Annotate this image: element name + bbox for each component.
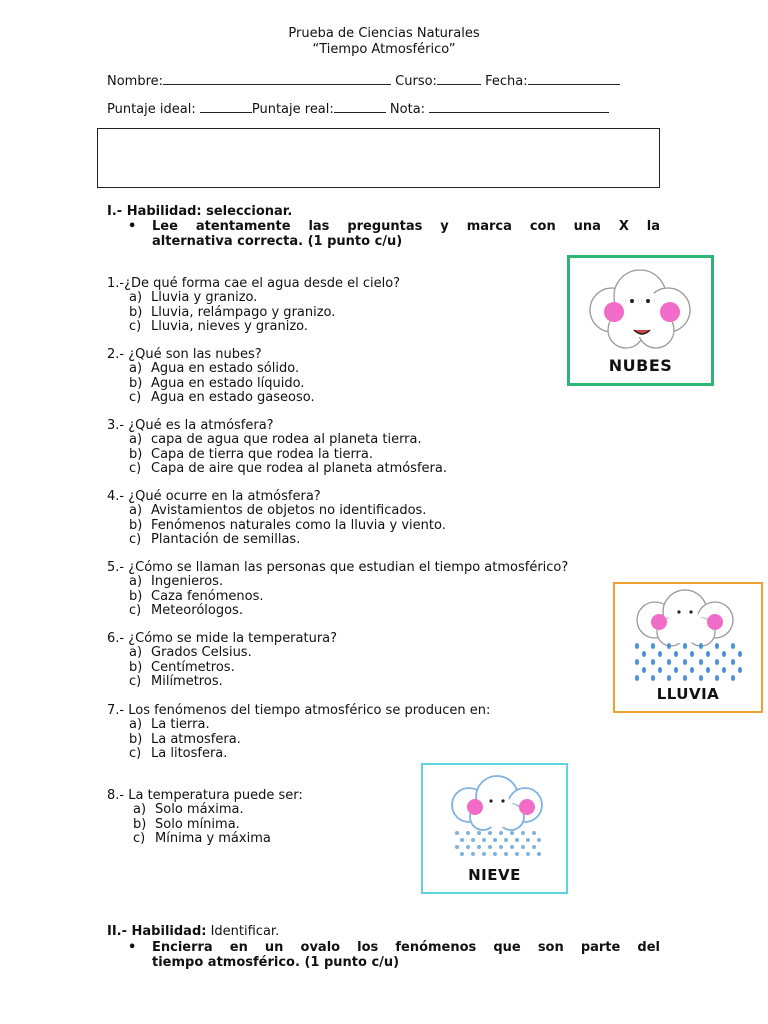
- rain-drop: [706, 651, 710, 657]
- nota-field[interactable]: [429, 100, 609, 113]
- option-c[interactable]: c) Capa de aire que rodea al planeta atmósfera.: [129, 461, 447, 477]
- nubes-cheek-right: [660, 302, 680, 322]
- page-title: Prueba de Ciencias Naturales: [288, 26, 480, 41]
- lluvia-cheek-left: [651, 614, 667, 630]
- snow-flake: [532, 831, 536, 835]
- option-a[interactable]: a) Ingenieros.: [129, 574, 224, 590]
- snow-flake: [455, 845, 459, 849]
- lluvia-card: [613, 582, 763, 713]
- rain-drop: [731, 659, 735, 665]
- question-1: [107, 277, 400, 335]
- snow-flake: [499, 831, 503, 835]
- snow-flake: [532, 845, 536, 849]
- section1-title: I.- Habilidad: seleccionar.: [107, 204, 293, 219]
- snow-flake: [493, 838, 497, 842]
- nubes-card: [567, 255, 714, 386]
- form-row-1: [107, 72, 620, 89]
- snow-flake: [488, 845, 492, 849]
- snow-flake: [526, 852, 530, 856]
- fecha-field[interactable]: [528, 72, 620, 85]
- snow-flake: [466, 845, 470, 849]
- rain-drop: [683, 675, 687, 681]
- rain-drop: [706, 667, 710, 673]
- puntaje-ideal-field[interactable]: [200, 100, 252, 113]
- rain-drop: [642, 667, 646, 673]
- snow-flake: [471, 838, 475, 842]
- rain-cloud-icon: [615, 584, 761, 684]
- snow-flake: [521, 831, 525, 835]
- section2-instruction-2: tiempo atmosférico. (1 punto c/u): [152, 955, 400, 970]
- question-4: [107, 490, 446, 548]
- option-a[interactable]: a) Lluvia y granizo.: [129, 290, 258, 306]
- question-3: [107, 419, 447, 477]
- form-row-2: [107, 100, 609, 117]
- section1-bullet: •: [128, 219, 137, 234]
- option-b[interactable]: b) Solo mínima.: [133, 816, 240, 832]
- question-7: [107, 704, 490, 762]
- option-b[interactable]: b) Fenómenos naturales como la lluvia y viento.: [129, 517, 446, 533]
- snow-flake: [455, 831, 459, 835]
- section1-instruction-1: Lee atentamente las preguntas y marca con una X la: [152, 219, 660, 234]
- section2-bullet: •: [128, 940, 137, 955]
- curso-label: Curso:: [395, 74, 437, 89]
- rain-drop: [658, 667, 662, 673]
- snow-flake: [482, 852, 486, 856]
- rain-drop: [635, 675, 639, 681]
- smiling-cloud-icon: [570, 258, 711, 358]
- snow-flake: [477, 845, 481, 849]
- nieve-label: NIEVE: [468, 866, 521, 884]
- question-text: 3.- ¿Qué es la atmósfera?: [107, 418, 274, 433]
- lluvia-cheek-right: [707, 614, 723, 630]
- option-c[interactable]: c) La litosfera.: [129, 746, 228, 762]
- option-b[interactable]: b) La atmosfera.: [129, 731, 241, 747]
- puntaje-real-label: Puntaje real:: [251, 102, 334, 117]
- rain-drop: [642, 651, 646, 657]
- snow-flake: [493, 852, 497, 856]
- option-c[interactable]: c) Lluvia, nieves y granizo.: [129, 319, 308, 335]
- option-b[interactable]: b) Lluvia, relámpago y granizo.: [129, 304, 336, 320]
- nieve-cheek-left: [467, 799, 483, 815]
- section2-instruction-1: Encierra en un ovalo los fenómenos que son parte del: [152, 940, 660, 955]
- option-c[interactable]: c) Meteorólogos.: [129, 603, 243, 619]
- question-text: 4.- ¿Qué ocurre en la atmósfera?: [107, 489, 321, 504]
- fecha-label: Fecha:: [485, 74, 528, 89]
- snow-flake: [466, 831, 470, 835]
- snow-flake: [510, 831, 514, 835]
- nieve-card: [421, 763, 568, 894]
- rain-drop: [690, 651, 694, 657]
- rain-drop: [635, 643, 639, 649]
- option-a[interactable]: a) capa de agua que rodea al planeta tierra.: [129, 432, 422, 448]
- page-subtitle: “Tiempo Atmosférico”: [312, 42, 456, 57]
- question-6: [107, 632, 337, 690]
- snow-flake: [515, 838, 519, 842]
- rain-drop: [722, 651, 726, 657]
- rain-drop: [715, 643, 719, 649]
- option-c[interactable]: c) Mínima y máxima: [133, 831, 271, 847]
- option-c[interactable]: c) Milímetros.: [129, 674, 223, 690]
- snow-flake: [510, 845, 514, 849]
- snow-flake: [521, 845, 525, 849]
- rain-drop: [674, 651, 678, 657]
- option-a[interactable]: a) Agua en estado sólido.: [129, 361, 300, 377]
- rain-drop: [651, 643, 655, 649]
- question-5: [107, 561, 568, 619]
- rain-drop: [651, 659, 655, 665]
- option-b[interactable]: b) Agua en estado líquido.: [129, 375, 305, 391]
- snow-cloud-icon: [423, 765, 566, 865]
- question-8: [107, 789, 303, 847]
- lluvia-label: LLUVIA: [656, 685, 720, 703]
- rain-drop: [667, 643, 671, 649]
- nubes-label: NUBES: [608, 356, 673, 375]
- snow-flake: [504, 838, 508, 842]
- option-a[interactable]: a) Grados Celsius.: [129, 645, 252, 661]
- section1-instruction-2: alternativa correcta. (1 punto c/u): [152, 234, 403, 249]
- nombre-field[interactable]: [163, 72, 391, 85]
- rain-drop: [699, 675, 703, 681]
- question-text: 6.- ¿Cómo se mide la temperatura?: [107, 631, 338, 646]
- nubes-cheek-left: [604, 302, 624, 322]
- snow-flake: [515, 852, 519, 856]
- rain-drop: [699, 643, 703, 649]
- snow-flake: [482, 838, 486, 842]
- rain-drop: [738, 667, 742, 673]
- option-b[interactable]: b) Caza fenómenos.: [129, 588, 264, 604]
- puntaje-real-field[interactable]: [334, 100, 386, 113]
- rain-drop: [635, 659, 639, 665]
- rain-drop: [731, 643, 735, 649]
- question-text: 2.- ¿Qué son las nubes?: [107, 347, 262, 362]
- rain-drop: [699, 659, 703, 665]
- option-c[interactable]: c) Agua en estado gaseoso.: [129, 390, 315, 406]
- snow-flake: [504, 852, 508, 856]
- rain-drop: [683, 659, 687, 665]
- question-text: 1.-¿De qué forma cae el agua desde el cielo?: [107, 276, 401, 291]
- snow-flake: [488, 831, 492, 835]
- option-a[interactable]: a) La tierra.: [129, 717, 210, 733]
- rain-drop: [738, 651, 742, 657]
- grading-box[interactable]: [97, 128, 660, 188]
- rain-drop: [667, 659, 671, 665]
- snow-flake: [526, 838, 530, 842]
- nieve-cheek-right: [519, 799, 535, 815]
- rain-drop: [658, 651, 662, 657]
- nombre-label: Nombre:: [107, 74, 164, 89]
- rain-drop: [690, 667, 694, 673]
- snow-flake: [460, 852, 464, 856]
- snow-flake: [499, 845, 503, 849]
- option-c[interactable]: c) Plantación de semillas.: [129, 532, 301, 548]
- rain-drop: [731, 675, 735, 681]
- option-b[interactable]: b) Capa de tierra que rodea la tierra.: [129, 446, 374, 462]
- option-b[interactable]: b) Centímetros.: [129, 659, 235, 675]
- snow-flake: [477, 831, 481, 835]
- question-text: 8.- La temperatura puede ser:: [107, 788, 303, 803]
- rain-drop: [674, 667, 678, 673]
- rain-drop: [667, 675, 671, 681]
- option-a[interactable]: a) Solo máxima.: [133, 802, 244, 818]
- rain-drop: [715, 675, 719, 681]
- snow-flake: [537, 838, 541, 842]
- option-a[interactable]: a) Avistamientos de objetos no identificados.: [129, 503, 427, 519]
- question-2: [107, 348, 315, 406]
- rain-drop: [715, 659, 719, 665]
- rain-drop: [683, 643, 687, 649]
- snow-flake: [460, 838, 464, 842]
- puntaje-ideal-label: Puntaje ideal:: [107, 102, 196, 117]
- section2-title: II.- Habilidad: Identificar.: [107, 924, 280, 939]
- nota-label: Nota:: [389, 102, 426, 117]
- rain-drop: [722, 667, 726, 673]
- question-text: 5.- ¿Cómo se llaman las personas que estudian el tiempo atmosférico?: [107, 560, 569, 575]
- snow-flake: [471, 852, 475, 856]
- rain-drop: [651, 675, 655, 681]
- snow-flake: [537, 852, 541, 856]
- question-text: 7.- Los fenómenos del tiempo atmosférico se producen en:: [107, 703, 491, 718]
- curso-field[interactable]: [437, 72, 481, 85]
